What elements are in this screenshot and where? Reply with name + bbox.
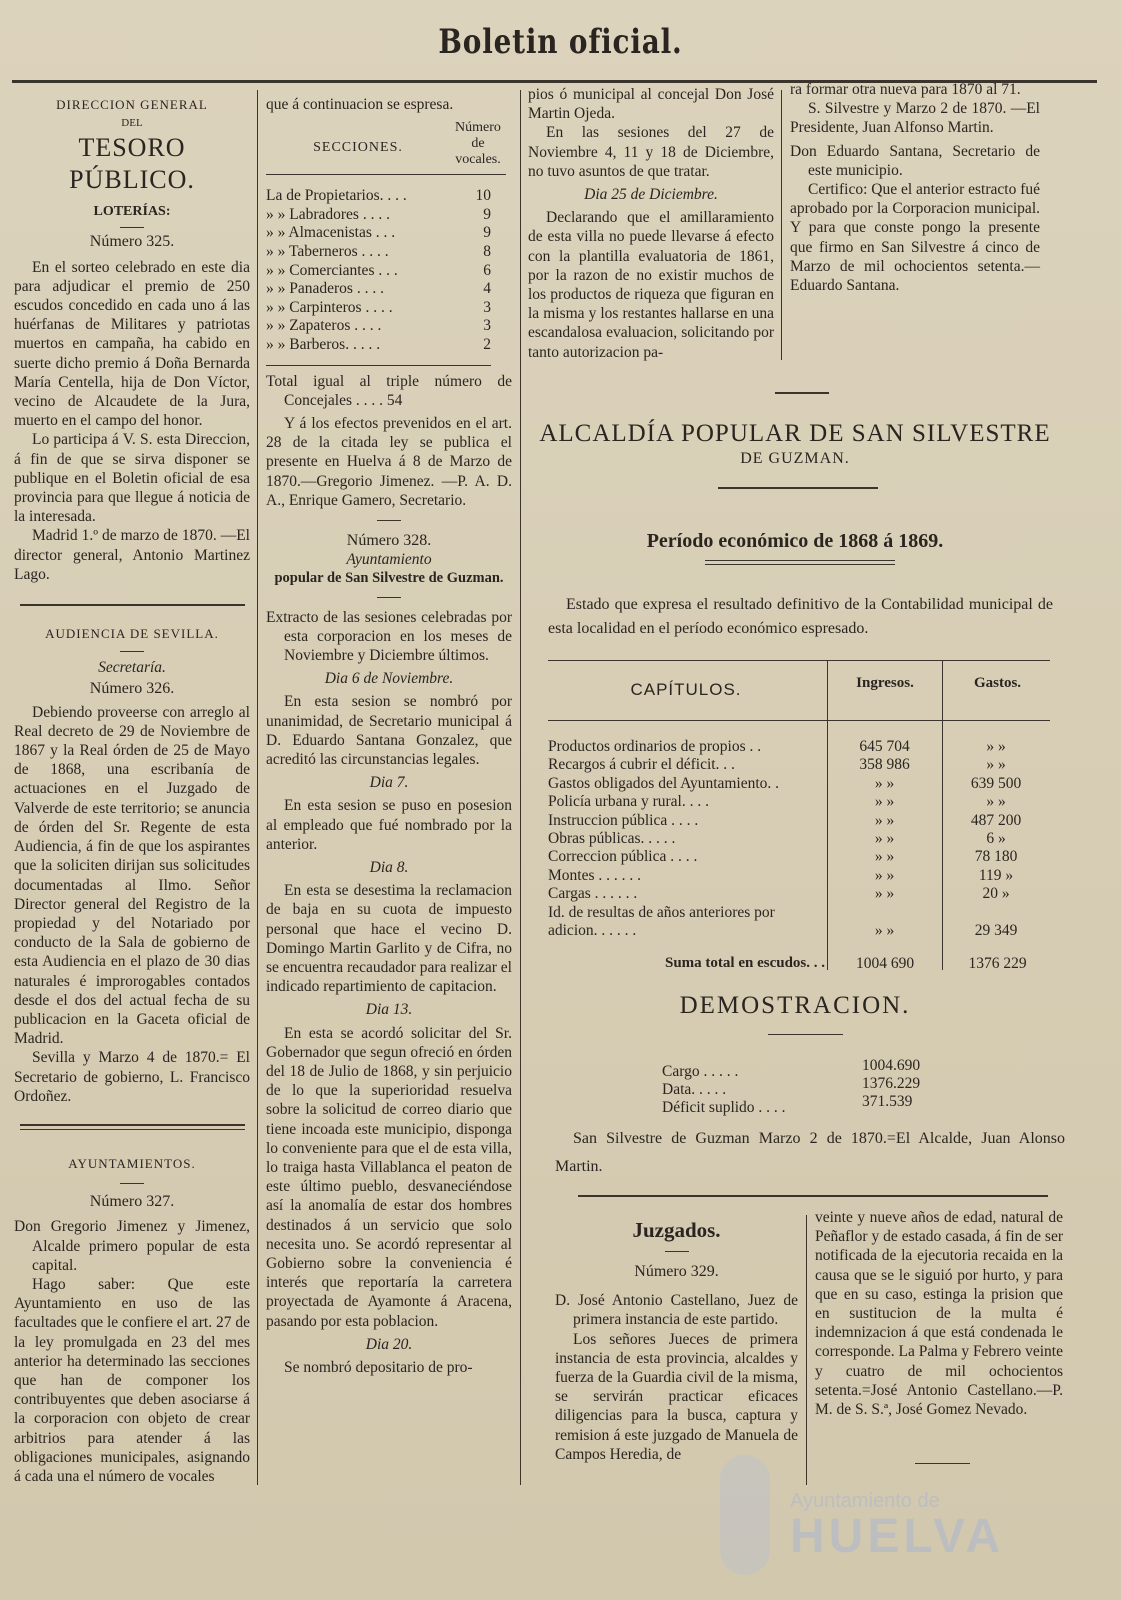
juzgados-body: Los señores Jueces de primera instancia de esta provincia, alcaldes y fuerza de la Guardia civil de la misma, se servirán practicar eficaces diligencias para la busca, captura y remision á este juzgado de Manuela de Campos Heredia, de bbox=[555, 1330, 798, 1463]
table-row: » » Comerciantes . . . 6 bbox=[266, 261, 491, 279]
capitulos-header: CAPÍTULOS. bbox=[630, 680, 742, 699]
column-1 bbox=[14, 95, 250, 1486]
table-row: Id. de resultas de años anteriores por adicion. . . . . . » » 29 349 bbox=[548, 903, 1018, 940]
table-row: Montes . . . . . . » » 119 » bbox=[548, 866, 1014, 884]
popular-heading: popular de San Silvestre de Guzman. bbox=[274, 570, 504, 587]
table-row: » » Taberneros . . . . 8 bbox=[266, 242, 491, 260]
notice-326-signature: Sevilla y Marzo 4 de 1870.= El Secretario de gobierno, L. Francisco Ordoñez. bbox=[14, 1049, 250, 1105]
table-row: Recargos á cubrir el déficit. . . 358 986 » » bbox=[548, 756, 1006, 774]
deficit-value: 371.539 bbox=[862, 1093, 913, 1110]
deficit-label: Déficit suplido . . . . bbox=[662, 1099, 786, 1116]
ornament-rule bbox=[718, 487, 878, 489]
alcaldia-signature: San Silvestre de Guzman Marzo 2 de 1870.=El Alcalde, Juan Alonso Martin. bbox=[555, 1130, 1065, 1175]
col4-certifico: Certifico: Que el anterior estracto fué aprobado por la Corporacion municipal. Y para que conste pongo la presente que firmo en San Silvestre á cinco de Marzo de mil ochocientos setenta.—Eduardo Santana. bbox=[790, 181, 1040, 295]
juzgados-continuation: veinte y nueve años de edad, natural de Peñaflor y de estado casada, á fin de ser notificada de la ejecutoria recaida en la causa que se le siguió por hurto, y para que en su caso, estinga la prision que en sustitucion de la multa é indemnizacion á que está condenada le corresponde. La Palma y Febrero veinte y cuatro de mil ochocientos setenta.=José Antonio Castellano.—P. M. de S. S.ª, José Gomez Nevado. bbox=[815, 1209, 1063, 1419]
column-2 bbox=[266, 95, 512, 1377]
total-vocales: Total igual al triple número de Concejales . . . . 54 bbox=[266, 372, 512, 409]
table-rule bbox=[266, 174, 506, 175]
table-row: Instruccion pública . . . . » » 487 200 bbox=[548, 811, 1022, 829]
column-divider bbox=[520, 90, 521, 1485]
table-row: » » Barberos. . . . . 2 bbox=[266, 335, 491, 353]
ornament-rule bbox=[705, 564, 895, 565]
short-rule bbox=[775, 392, 829, 394]
secciones-intro: que á continuacion se espresa. bbox=[266, 96, 454, 113]
table-row: Productos ordinarios de propios . . 645 704 » » bbox=[548, 738, 1006, 755]
dia-13-text: En esta se acordó solicitar del Sr. Gobernador que segun ofreció en órden del 18 de Julio de 1868, y sin perjuicio de lo que la superioridad resuelva sobre la solicitud de correo diario que tiene incoada este municipio, disponga lo conveniente para que el de esta villa, lo traiga hasta Villablanca el peaton de este último pueblo, desvaneciéndose así la anomalía de estar dos hombres destinados á un servicio que solo necesita uno. Se acordó representar al Gobierno sobre la conveniencia é interés que reportaría la carretera proyectada de Ayamonte á Aracena, pasando por esta poblacion. bbox=[266, 1024, 512, 1330]
gastos-header: Gastos. bbox=[973, 675, 1022, 691]
ayuntamientos-heading: AYUNTAMIENTOS. bbox=[68, 1155, 196, 1171]
dia-6-heading: Dia 6 de Noviembre. bbox=[324, 670, 454, 688]
section-rule bbox=[578, 1195, 1048, 1197]
dia-13-heading: Dia 13. bbox=[365, 1001, 413, 1019]
notice-325-body: En el sorteo celebrado en este dia para adjudicar el premio de 250 escudos concedido en cada uno á las huérfanas de Militares y patriotas muertos en campaña, ha cabido en suerte dicho premio á Doña Bernarda María Centella, hija de Don Víctor, vecino de Alcaudete de la Jura, muerto en el campo del honor. bbox=[14, 258, 250, 430]
suma-ingresos: 1004 690 bbox=[855, 955, 915, 972]
dia-25-heading: Dia 25 de Diciembre. bbox=[584, 186, 718, 204]
alcaldia-subtitle: DE GUZMAN. bbox=[740, 450, 850, 467]
dia-7-text: En esta sesion se puso en posesion al empleado que fué nombrado por la anterior. bbox=[266, 797, 512, 853]
notice-327-body: Hago saber: Que este Ayuntamiento en uso de las facultades que le confiere el art. 27 de la ley promulgada en 23 del mes anterior ha determinado las secciones que han de componer los contribuyentes que deben asociarse á la corporacion con objeto de crear arbitrios para atender á las obligaciones municipales, asignando á cada una el número de vocales bbox=[14, 1275, 250, 1485]
short-rule bbox=[120, 1183, 144, 1184]
secciones-header: SECCIONES. bbox=[313, 139, 403, 155]
col4-continuation: ra formar otra nueva para 1870 al 71. bbox=[790, 81, 1021, 98]
dia-7-heading: Dia 7. bbox=[369, 774, 409, 792]
col3-continuation: pios ó municipal al concejal Don José Martin Ojeda. bbox=[528, 86, 774, 123]
juzgados-header: D. José Antonio Castellano, Juez de primera instancia de este partido. bbox=[555, 1292, 798, 1329]
suma-gastos: 1376 229 bbox=[968, 955, 1027, 972]
masthead: Boletin oficial. bbox=[438, 22, 683, 62]
suma-label: Suma total en escudos. . . bbox=[664, 955, 825, 971]
table-row: » » Labradores . . . . 9 bbox=[266, 205, 491, 223]
secciones-table bbox=[266, 120, 506, 168]
table-top-rule bbox=[548, 660, 1050, 661]
table-row: » » Zapateros . . . . 3 bbox=[266, 317, 491, 335]
column-divider bbox=[781, 90, 782, 360]
periodo-heading: Período económico de 1868 á 1869. bbox=[646, 530, 944, 552]
audiencia-heading: AUDIENCIA DE SEVILLA. bbox=[45, 626, 219, 642]
alcaldia-title: ALCALDÍA POPULAR DE SAN SILVESTRE bbox=[539, 420, 1051, 447]
dia-20-heading: Dia 20. bbox=[365, 1335, 413, 1353]
table-row: Obras públicas. . . . . » » 6 » bbox=[548, 830, 1006, 848]
ornament-rule bbox=[768, 1034, 843, 1035]
column-4 bbox=[790, 80, 1040, 295]
capitulos-table bbox=[548, 738, 1050, 940]
col4-secretario: Don Eduardo Santana, Secretario de este municipio. bbox=[790, 142, 1040, 179]
ornament-rule bbox=[705, 560, 895, 561]
table-row: » » Panaderos . . . . 4 bbox=[266, 280, 491, 298]
dia-6-text: En esta sesion se nombró por unanimidad, de Secretario municipal á D. Eduardo Santana Gonzalez, que acreditó las circunstancias legales. bbox=[266, 693, 512, 768]
data-label: Data. . . . . bbox=[662, 1081, 727, 1098]
tesoro-heading: TESORO PÚBLICO. bbox=[69, 133, 195, 195]
short-rule bbox=[665, 1251, 689, 1252]
notice-325-signature: Madrid 1.º de marzo de 1870. —El director general, Antonio Martinez Lago. bbox=[14, 527, 250, 583]
secciones-rows bbox=[266, 187, 491, 354]
short-rule bbox=[120, 651, 144, 652]
number-326: Número 326. bbox=[89, 680, 175, 698]
notice-326-body: Debiendo proveerse con arreglo al Real decreto de 29 de Noviembre de 1867 y la Real órden de 25 de Mayo de 1868, una escribanía de actuaciones en el Juzgado de Valverde de este territorio; se anuncia de órden del Sr. Regente de esta Audiencia, á fin de que los aspirantes que la soliciten dirijan sus solicitudes documentadas al Ilmo. Señor Director general del Registro de la propiedad y del Notariado por conducto de la Sala de gobierno de esta Audiencia en el plazo de 30 dias naturales é improrogables contados desde el dos del actual fecha de su publicacion en la Gaceta oficial de Madrid. bbox=[14, 703, 250, 1048]
direccion-heading: DIRECCION GENERAL bbox=[56, 97, 208, 112]
numero-header: Número de vocales. bbox=[455, 120, 501, 168]
estado-paragraph: Estado que expresa el resultado definitivo de la Contabilidad municipal de esta localidad en el período económico espresado. bbox=[548, 596, 1053, 637]
short-rule bbox=[377, 520, 401, 521]
extracto-paragraph: Extracto de las sesiones celebradas por esta corporacion en los meses de Noviembre y Diciembre últimos. bbox=[266, 608, 512, 664]
short-rule bbox=[915, 1463, 970, 1464]
notice-325-request: Lo participa á V. S. esta Direccion, á fin de que se sirva disponer se publique en el Boletin oficial de esa provincia para que llegue á noticia de la interesada. bbox=[14, 431, 250, 526]
column-divider bbox=[806, 1215, 807, 1485]
number-325: Número 325. bbox=[89, 233, 175, 251]
cargo-label: Cargo . . . . . bbox=[662, 1063, 739, 1080]
table-row: Correccion pública . . . . » » 78 180 bbox=[548, 848, 1018, 866]
table-row: » » Carpinteros . . . . 3 bbox=[266, 298, 491, 316]
notice-327-header: Don Gregorio Jimenez y Jimenez, Alcalde primero popular de esta capital. bbox=[14, 1218, 250, 1274]
table-row: La de Propietarios. . . . 10 bbox=[266, 187, 491, 205]
dia-25-text: Declarando que el amillaramiento de esta villa no puede llevarse á efecto con la plantilla evaluatoria de 1861, por la razon de no existir muchos de los productos de riqueza que figuran en la misma y los restantes hallarse en una escandalosa evaluacion, solicitando por tanto autorizacion pa- bbox=[528, 209, 774, 361]
section-rule bbox=[20, 1124, 245, 1130]
juzgados-heading: Juzgados. bbox=[632, 1218, 721, 1242]
table-row: Cargas . . . . . . » » 20 » bbox=[548, 885, 1010, 903]
table-header-rule bbox=[548, 720, 1050, 721]
ingresos-header: Ingresos. bbox=[856, 675, 914, 691]
dia-8-heading: Dia 8. bbox=[369, 859, 409, 877]
number-327: Número 327. bbox=[89, 1193, 175, 1211]
data-value: 1376.229 bbox=[862, 1075, 921, 1092]
dia-8-text: En esta se desestima la reclamacion de baja en su cuota de impuesto personal que hace el vecino D. Domingo Martin Garlito y de Cifra, no se encuentra recaudador para realizar el indicado repartimiento de capitacion. bbox=[266, 882, 512, 996]
number-329: Número 329. bbox=[634, 1263, 719, 1280]
secretaria-label: Secretaría. bbox=[98, 659, 166, 677]
loterias-heading: LOTERÍAS: bbox=[93, 204, 171, 220]
table-row: » » Almacenistas . . . 9 bbox=[266, 224, 491, 242]
direccion-del: DEL bbox=[121, 117, 143, 130]
demostracion-heading: DEMOSTRACION. bbox=[679, 992, 911, 1019]
short-rule bbox=[377, 597, 401, 598]
cargo-value: 1004.690 bbox=[862, 1057, 921, 1074]
col4-presidente: S. Silvestre y Marzo 2 de 1870. —El Presidente, Juan Alfonso Martin. bbox=[790, 100, 1040, 137]
table-row: Policía urbana y rural. . . . » » » » bbox=[548, 793, 1006, 811]
table-row: Gastos obligados del Ayuntamiento. . » » 639 500 bbox=[548, 774, 1022, 792]
section-rule bbox=[20, 604, 245, 606]
column-divider bbox=[257, 90, 258, 1485]
juzgados-column-2 bbox=[815, 1208, 1063, 1419]
ayuntamiento-label: Ayuntamiento bbox=[346, 551, 432, 569]
juzgados-column bbox=[555, 1215, 798, 1464]
col3-sessions: En las sesiones del 27 de Noviembre 4, 11 y 18 de Diciembre, no tuvo asuntos de que tratar. bbox=[528, 124, 774, 180]
watermark: Ayuntamiento de HUELVA bbox=[790, 1490, 1005, 1563]
watermark-seal bbox=[720, 1455, 770, 1575]
dia-20-text: Se nombró depositario de pro- bbox=[284, 1359, 473, 1377]
table-rule bbox=[266, 365, 491, 366]
column-3 bbox=[528, 85, 774, 362]
efectos-paragraph: Y á los efectos prevenidos en el art. 28 de la citada ley se publica el presente en Huelva á 8 de Marzo de 1870.—Gregorio Jimenez. —P. A. D. A., Enrique Gamero, Secretario. bbox=[266, 414, 512, 509]
short-rule bbox=[120, 227, 144, 228]
number-328: Número 328. bbox=[346, 531, 432, 549]
